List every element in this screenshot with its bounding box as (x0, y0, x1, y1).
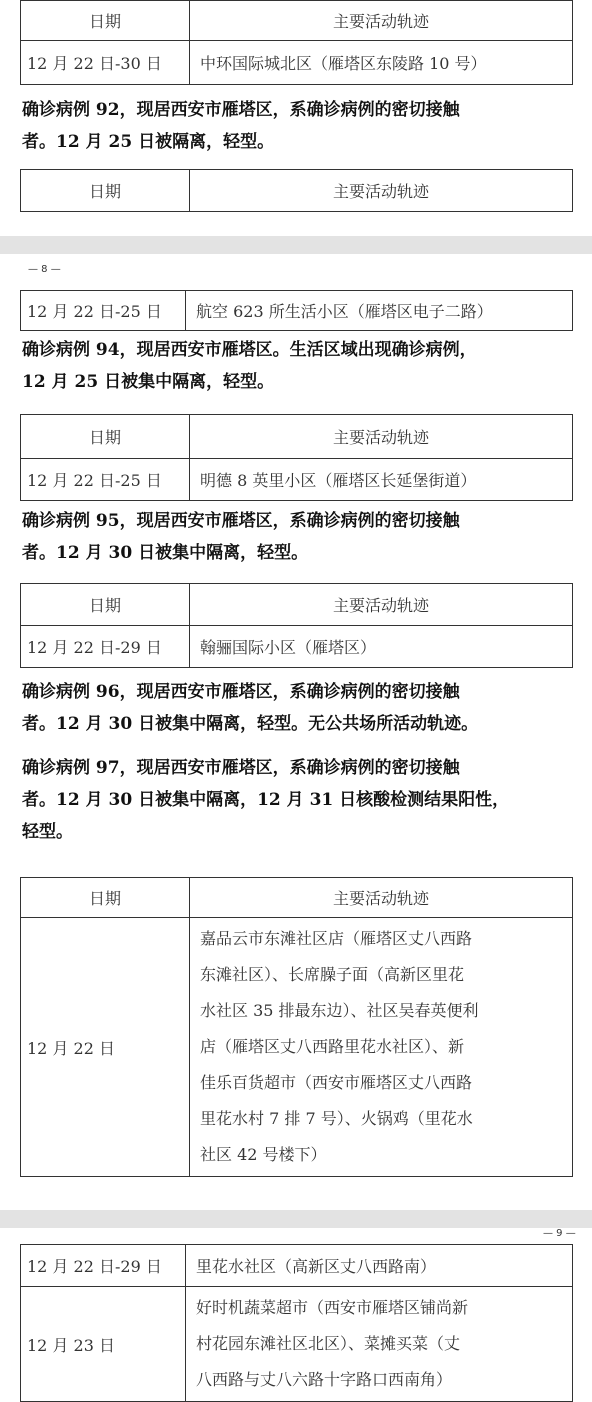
track-cell: 航空 623 所生活小区（雁塔区电子二路） (186, 291, 573, 331)
track-cell: 好时机蔬菜超市（西安市雁塔区铺尚新 村花园东滩社区北区）、菜摊买菜（丈 八西路与丈八六路十字路口西南角） (186, 1287, 573, 1402)
header-track: 主要活动轨迹 (190, 415, 573, 459)
case-92-paragraph: 确诊病例 92，现居西安市雁塔区，系确诊病例的密切接触 者。12 月 25 日被隔离，轻型。 (22, 100, 460, 152)
case-96-paragraph: 确诊病例 96，现居西安市雁塔区，系确诊病例的密切接触 者。12 月 30 日被集中隔离，轻型。无公共场所活动轨迹。 (22, 682, 479, 734)
date-cell: 12 月 22 日-25 日 (21, 459, 190, 501)
trajectory-table-1 (20, 0, 573, 85)
track-cell: 嘉品云市东滩社区店（雁塔区丈八西路 东滩社区）、长席臊子面（高新区里花 水社区 35 排最东边）、社区吴春英便利 店（雁塔区丈八西路里花水社区）、新 佳乐百货超市（西安市雁塔区丈八西路 里花水村 7 排 7 号）、火锅鸡（里花水 社区 42 号楼下） (190, 918, 573, 1177)
trajectory-table-4 (20, 414, 573, 501)
header-track: 主要活动轨迹 (190, 584, 573, 626)
page-number-8: — 8 — (28, 264, 61, 275)
date-cell: 12 月 22 日-30 日 (21, 41, 190, 85)
case-95-paragraph: 确诊病例 95，现居西安市雁塔区，系确诊病例的密切接触 者。12 月 30 日被集中隔离，轻型。 (22, 511, 460, 563)
page-separator (0, 1210, 592, 1228)
track-cell: 中环国际城北区（雁塔区东陵路 10 号） (190, 41, 573, 85)
trajectory-table-5 (20, 583, 573, 668)
track-cell: 翰骊国际小区（雁塔区） (190, 626, 573, 668)
header-date: 日期 (21, 584, 190, 626)
trajectory-table-3 (20, 290, 573, 331)
date-cell: 12 月 22 日-29 日 (21, 1245, 186, 1287)
date-cell: 12 月 22 日-25 日 (21, 291, 186, 331)
date-cell: 12 月 22 日 (21, 918, 190, 1177)
header-track: 主要活动轨迹 (190, 1, 573, 41)
date-cell: 12 月 23 日 (21, 1287, 186, 1402)
header-date: 日期 (21, 1, 190, 41)
date-cell: 12 月 22 日-29 日 (21, 626, 190, 668)
header-track: 主要活动轨迹 (190, 170, 573, 212)
header-date: 日期 (21, 878, 190, 918)
header-track: 主要活动轨迹 (190, 878, 573, 918)
header-date: 日期 (21, 170, 190, 212)
case-97-paragraph: 确诊病例 97，现居西安市雁塔区，系确诊病例的密切接触 者。12 月 30 日被集中隔离，12 月 31 日核酸检测结果阳性， 轻型。 (22, 758, 510, 842)
page-separator (0, 236, 592, 254)
trajectory-table-7 (20, 1244, 573, 1402)
case-94-paragraph: 确诊病例 94，现居西安市雁塔区。生活区域出现确诊病例， 12 月 25 日被集中隔离，轻型。 (22, 340, 477, 392)
trajectory-table-2 (20, 169, 573, 212)
track-cell: 明德 8 英里小区（雁塔区长延堡街道） (190, 459, 573, 501)
header-date: 日期 (21, 415, 190, 459)
trajectory-table-6 (20, 877, 573, 1177)
page-number-9: — 9 — (543, 1228, 576, 1239)
track-cell: 里花水社区（高新区丈八西路南） (186, 1245, 573, 1287)
